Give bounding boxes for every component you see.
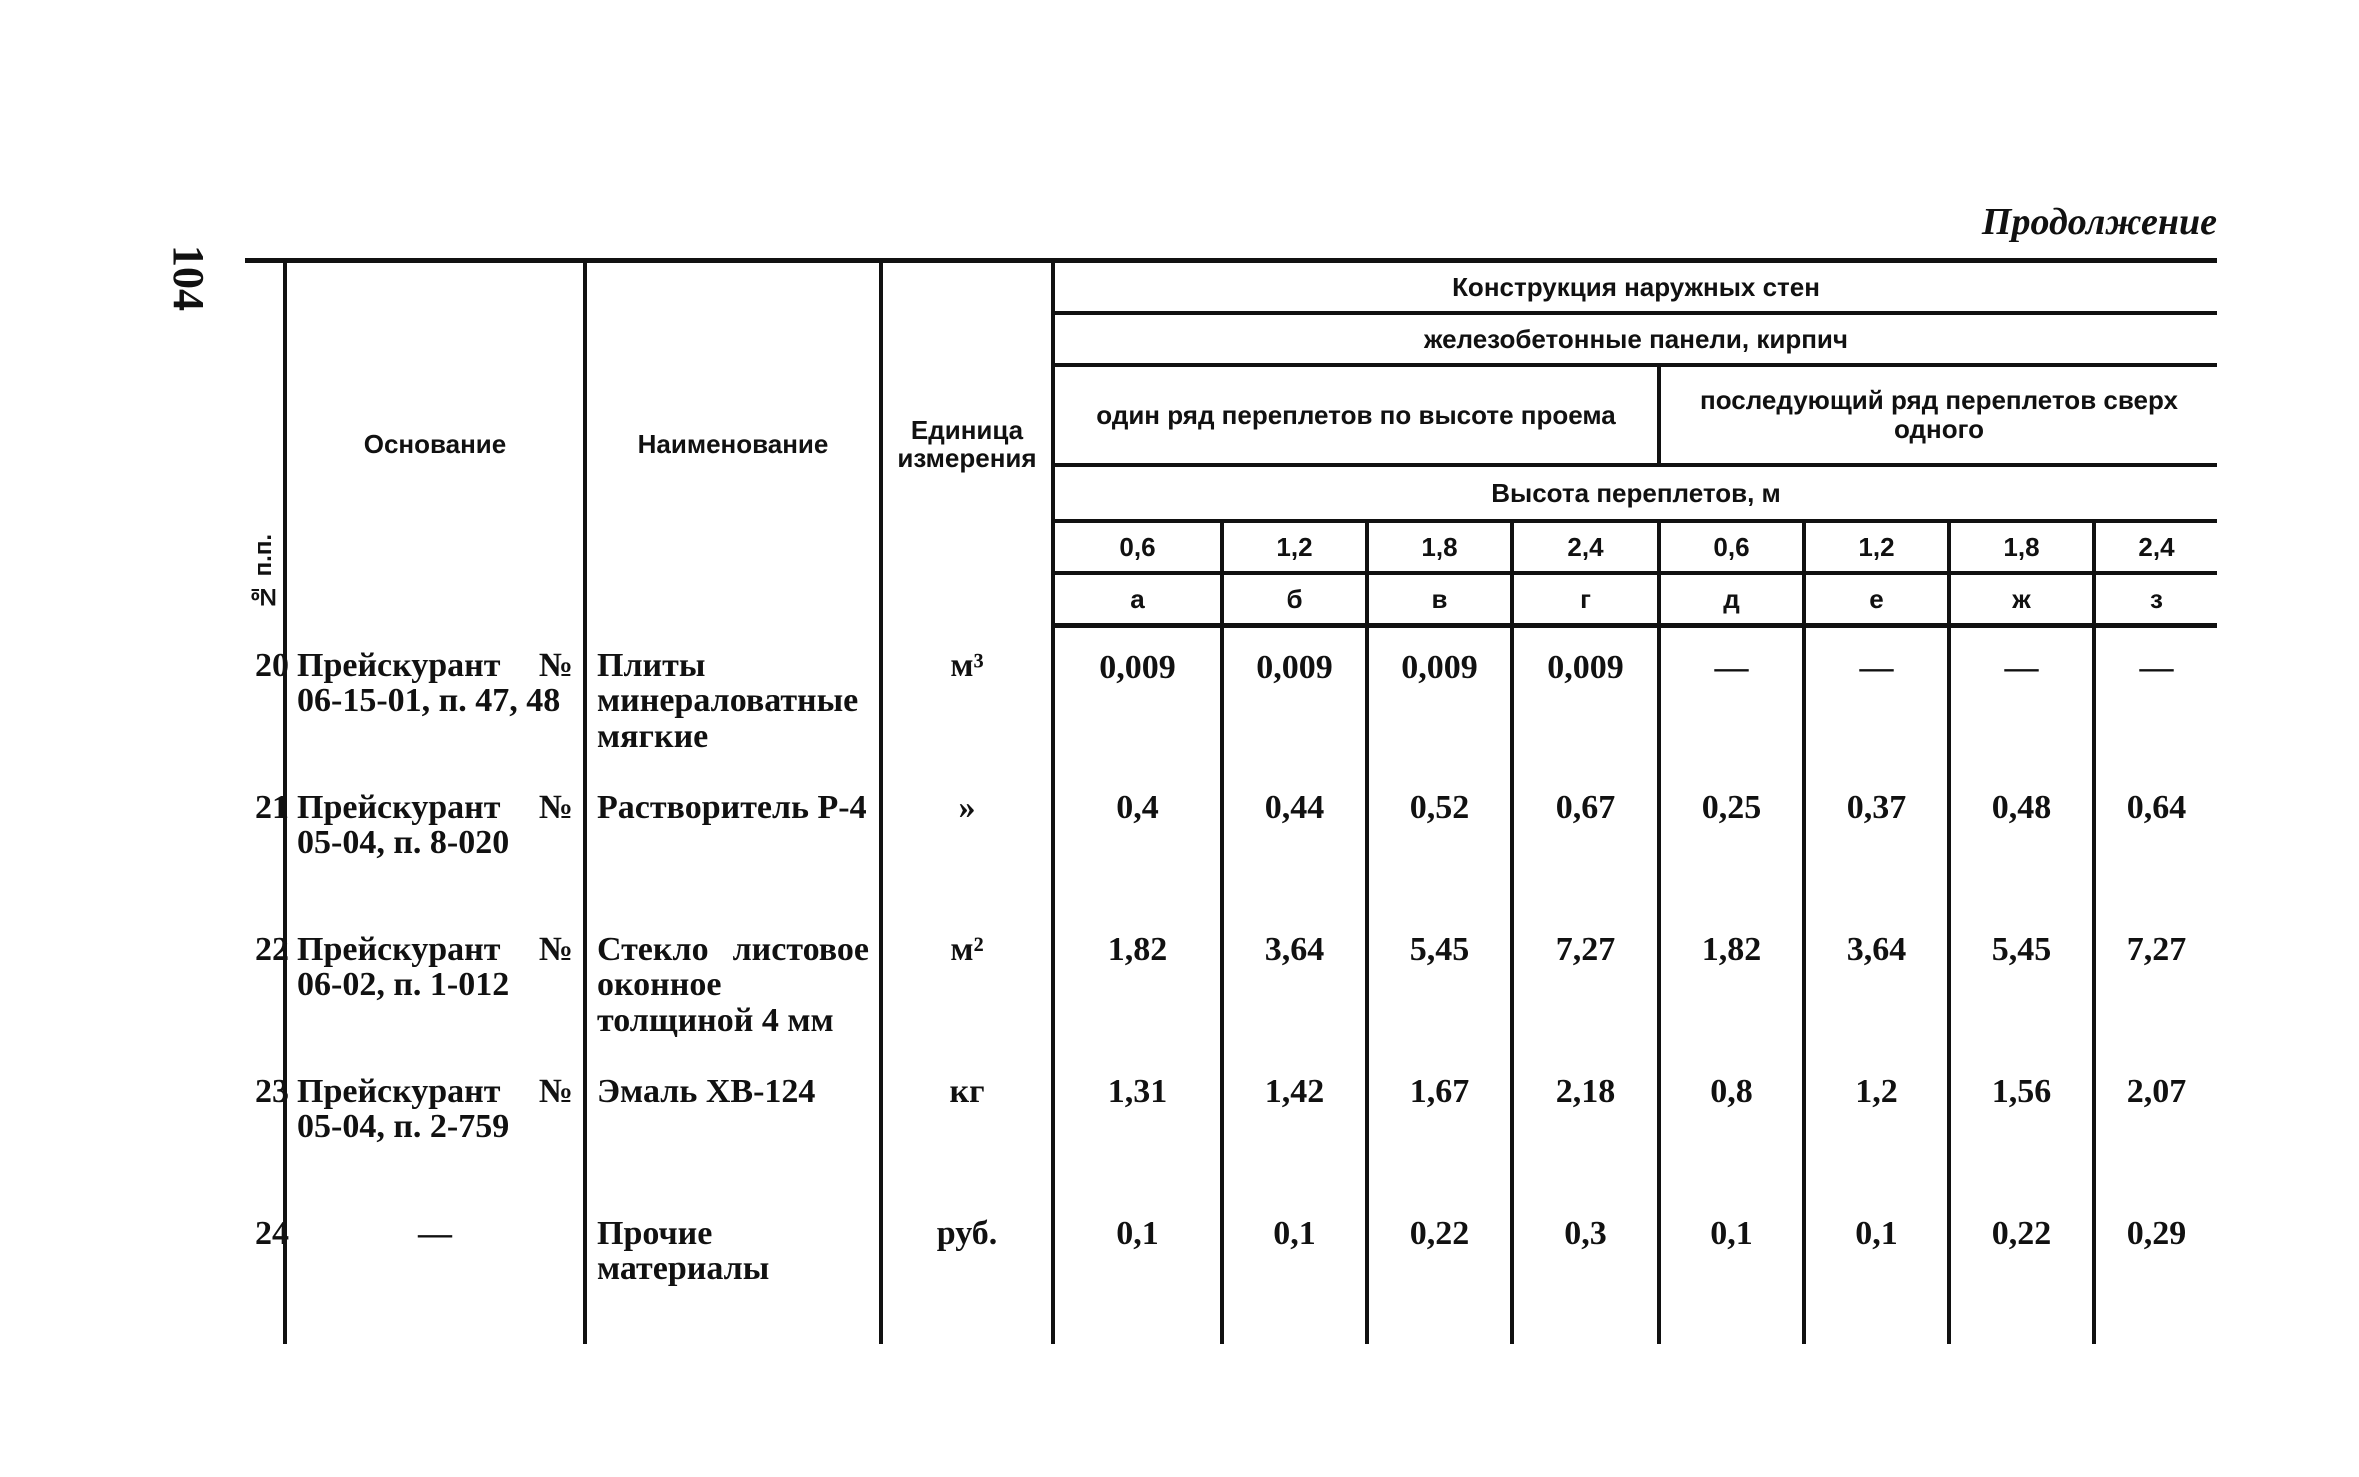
header-column-letter: з xyxy=(2094,573,2217,626)
row-value: 0,1 xyxy=(1053,1194,1222,1344)
header-unit: Единица измерения xyxy=(881,261,1053,626)
row-value: 7,27 xyxy=(2094,910,2217,1052)
row-basis: Прейскурант № 06-15-01, п. 47, 48 xyxy=(285,626,585,768)
table-row xyxy=(245,910,2217,1052)
row-basis: Прейскурант № 05-04, п. 8-020 xyxy=(285,768,585,910)
header-height-value: 0,6 xyxy=(1053,521,1222,573)
row-value: 3,64 xyxy=(1222,910,1367,1052)
row-value: 0,009 xyxy=(1512,626,1659,768)
row-value: 1,2 xyxy=(1804,1052,1949,1194)
header-material: железобетонные панели, кирпич xyxy=(1053,313,2217,365)
row-value: 0,4 xyxy=(1053,768,1222,910)
header-height: Высота переплетов, м xyxy=(1053,465,2217,521)
row-value: 7,27 xyxy=(1512,910,1659,1052)
row-unit: м² xyxy=(881,910,1053,1052)
table-row xyxy=(245,1052,2217,1194)
row-value: 1,67 xyxy=(1367,1052,1512,1194)
row-value: 5,45 xyxy=(1367,910,1512,1052)
row-value: 0,67 xyxy=(1512,768,1659,910)
row-value: 0,22 xyxy=(1949,1194,2094,1344)
header-group-next-row: последующий ряд переплетов сверх одного xyxy=(1659,365,2217,465)
row-name: Растворитель Р-4 xyxy=(585,768,881,910)
row-value: 0,22 xyxy=(1367,1194,1512,1344)
header-row-number-label: № п.п. xyxy=(250,533,277,610)
header-group-one-row: один ряд переплетов по высоте проема xyxy=(1053,365,1659,465)
norms-table xyxy=(245,258,2217,1344)
table-row xyxy=(245,1194,2217,1344)
header-column-letter: д xyxy=(1659,573,1804,626)
header-row-number xyxy=(245,261,285,626)
header-column-letter: г xyxy=(1512,573,1659,626)
row-number: 24 xyxy=(255,1214,289,1252)
row-value: 0,48 xyxy=(1949,768,2094,910)
row-value: 2,18 xyxy=(1512,1052,1659,1194)
row-value: 0,3 xyxy=(1512,1194,1659,1344)
row-unit: руб. xyxy=(881,1194,1053,1344)
table-row xyxy=(245,626,2217,768)
header-name: Наименование xyxy=(585,261,881,626)
header-construction: Конструкция наружных стен xyxy=(1053,261,2217,314)
row-value: 1,42 xyxy=(1222,1052,1367,1194)
row-name: Эмаль ХВ-124 xyxy=(585,1052,881,1194)
header-height-value: 2,4 xyxy=(1512,521,1659,573)
row-unit: » xyxy=(881,768,1053,910)
row-unit: м³ xyxy=(881,626,1053,768)
row-value: 2,07 xyxy=(2094,1052,2217,1194)
row-value: 1,31 xyxy=(1053,1052,1222,1194)
header-basis: Основание xyxy=(285,261,585,626)
row-value: — xyxy=(1659,626,1804,768)
row-value: 5,45 xyxy=(1949,910,2094,1052)
row-value: 0,44 xyxy=(1222,768,1367,910)
row-basis: Прейскурант № 06-02, п. 1-012 xyxy=(285,910,585,1052)
row-unit: кг xyxy=(881,1052,1053,1194)
header-column-letter: в xyxy=(1367,573,1512,626)
header-height-value: 1,8 xyxy=(1949,521,2094,573)
header-height-value: 1,8 xyxy=(1367,521,1512,573)
row-value: 0,37 xyxy=(1804,768,1949,910)
header-column-letter: а xyxy=(1053,573,1222,626)
row-value: 0,1 xyxy=(1659,1194,1804,1344)
row-value: 0,009 xyxy=(1053,626,1222,768)
row-value: 0,1 xyxy=(1222,1194,1367,1344)
norms-table-container xyxy=(245,258,2217,1383)
continuation-label: Продолжение xyxy=(1981,201,2217,243)
row-name: Плиты минераловатные мягкие xyxy=(585,626,881,768)
header-column-letter: б xyxy=(1222,573,1367,626)
row-value: 1,56 xyxy=(1949,1052,2094,1194)
row-number: 23 xyxy=(255,1072,289,1110)
row-basis: — xyxy=(285,1194,585,1344)
row-value: 1,82 xyxy=(1053,910,1222,1052)
row-value: 0,64 xyxy=(2094,768,2217,910)
row-value: 0,009 xyxy=(1222,626,1367,768)
row-value: 0,1 xyxy=(1804,1194,1949,1344)
row-value: 1,82 xyxy=(1659,910,1804,1052)
header-height-value: 0,6 xyxy=(1659,521,1804,573)
row-number: 20 xyxy=(255,646,289,684)
row-value: 0,29 xyxy=(2094,1194,2217,1344)
header-column-letter: ж xyxy=(1949,573,2094,626)
page-number: 104 xyxy=(164,245,213,311)
row-value: 0,25 xyxy=(1659,768,1804,910)
header-height-value: 1,2 xyxy=(1222,521,1367,573)
header-column-letter: е xyxy=(1804,573,1949,626)
row-value: 0,009 xyxy=(1367,626,1512,768)
row-value: 0,8 xyxy=(1659,1052,1804,1194)
row-name: Стекло листовое оконное толщиной 4 мм xyxy=(585,910,881,1052)
header-height-value: 1,2 xyxy=(1804,521,1949,573)
row-number: 21 xyxy=(255,788,289,826)
table-row xyxy=(245,768,2217,910)
row-value: — xyxy=(1804,626,1949,768)
header-height-value: 2,4 xyxy=(2094,521,2217,573)
row-name: Прочие материалы xyxy=(585,1194,881,1344)
row-number: 22 xyxy=(255,930,289,968)
row-value: — xyxy=(1949,626,2094,768)
row-value: 3,64 xyxy=(1804,910,1949,1052)
row-value: — xyxy=(2094,626,2217,768)
row-basis: Прейскурант № 05-04, п. 2-759 xyxy=(285,1052,585,1194)
row-value: 0,52 xyxy=(1367,768,1512,910)
